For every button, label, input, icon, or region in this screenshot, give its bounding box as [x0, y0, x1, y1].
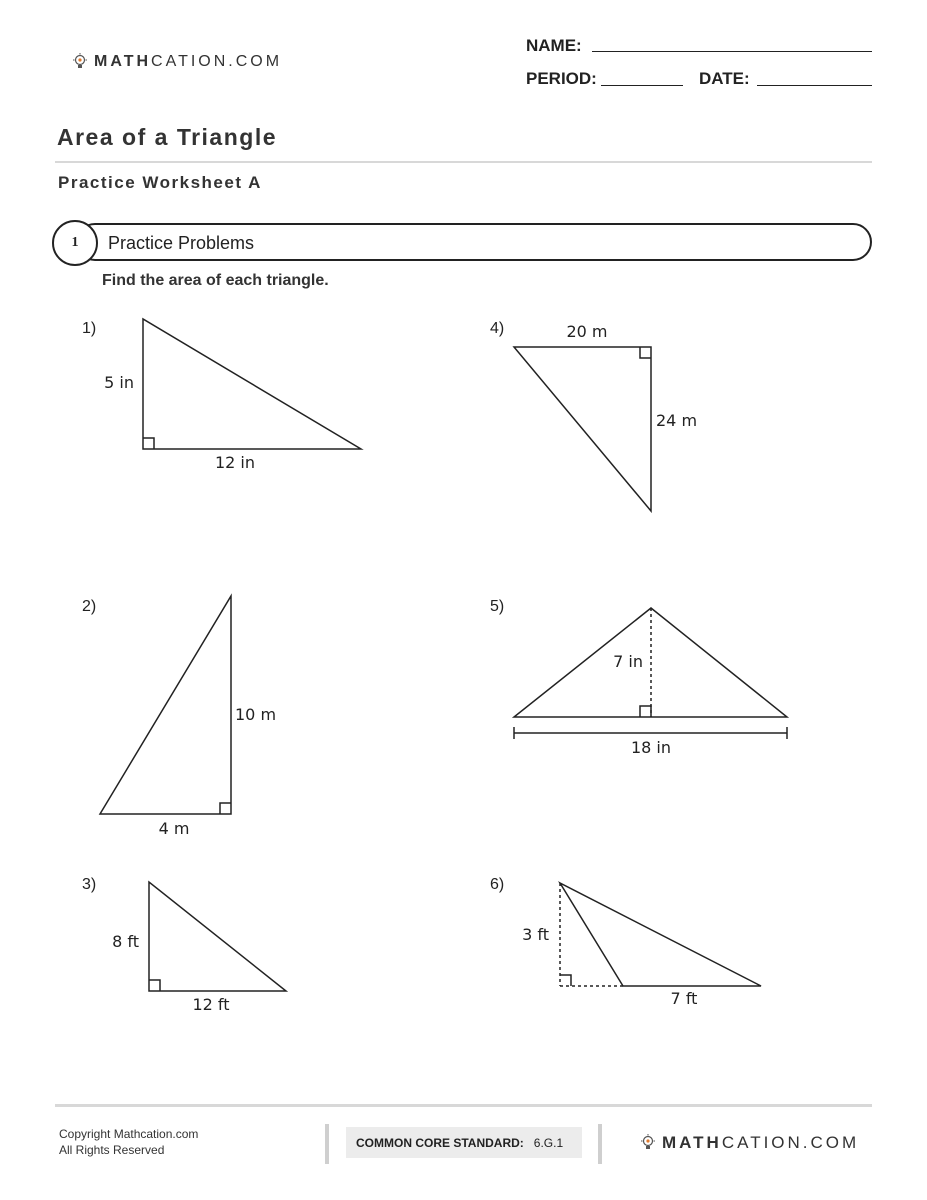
section-number: 1 [71, 235, 79, 250]
footer-mathcation-logo [640, 1133, 859, 1153]
date-label: DATE: [699, 69, 750, 88]
right-angle-mark-1 [143, 438, 154, 449]
label-3-height: 8 ft [112, 932, 139, 951]
label-4-top: 20 m [566, 322, 608, 341]
copyright-text: Copyright Mathcation.com [59, 1127, 199, 1141]
footer-separator-left [325, 1124, 329, 1164]
label-1-base: 12 in [214, 453, 256, 472]
label-2-base: 4 m [158, 819, 190, 838]
period-label: PERIOD: [526, 69, 597, 88]
label-5-base: 18 in [630, 738, 672, 757]
footer-logo-text-bold: MATH [662, 1133, 722, 1152]
standard-label: COMMON CORE STANDARD: [356, 1135, 524, 1150]
problem-number-3: 3) [82, 876, 97, 893]
label-6-height: 3 ft [522, 925, 549, 944]
problem-number-5: 5) [490, 598, 505, 615]
right-angle-mark-3 [149, 980, 160, 991]
lightbulb-icon [640, 1134, 656, 1152]
label-3-base: 12 ft [192, 995, 230, 1014]
label-4-side: 24 m [656, 411, 698, 430]
problem-number-6: 6) [490, 876, 505, 893]
label-6-base: 7 ft [670, 989, 698, 1008]
right-angle-mark-4 [640, 347, 651, 358]
logo-text-bold: MATH [94, 53, 152, 70]
right-angle-mark-6 [560, 975, 571, 986]
right-angle-mark-5 [640, 706, 651, 717]
triangle-4 [514, 347, 651, 511]
triangle-6 [560, 883, 761, 986]
section-label: Practice Problems [108, 233, 255, 253]
standard-value: 6.G.1 [533, 1135, 564, 1150]
footer-separator-right [598, 1124, 602, 1164]
problem-number-4: 4) [490, 320, 505, 337]
logo-text-rest: CATION.COM [151, 53, 283, 70]
page-title: Area of a Triangle [57, 124, 278, 150]
triangle-2 [100, 596, 231, 814]
label-1-height: 5 in [104, 373, 134, 392]
page-subtitle: Practice Worksheet A [58, 173, 262, 192]
name-label: NAME: [526, 36, 582, 55]
triangle-3 [149, 882, 286, 991]
footer-logo-text-rest: CATION.COM [721, 1133, 860, 1152]
common-core-standard-box [346, 1127, 582, 1158]
triangle-1 [143, 319, 361, 449]
instructions: Find the area of each triangle. [102, 272, 329, 289]
copyright-block [59, 1126, 198, 1158]
label-5-height: 7 in [613, 652, 643, 671]
label-2-height: 10 m [235, 705, 277, 724]
problem-number-1: 1) [82, 320, 97, 337]
right-angle-mark-2 [220, 803, 231, 814]
footer-divider [55, 1104, 872, 1107]
problem-number-2: 2) [82, 598, 97, 615]
rights-text: All Rights Reserved [59, 1143, 165, 1157]
